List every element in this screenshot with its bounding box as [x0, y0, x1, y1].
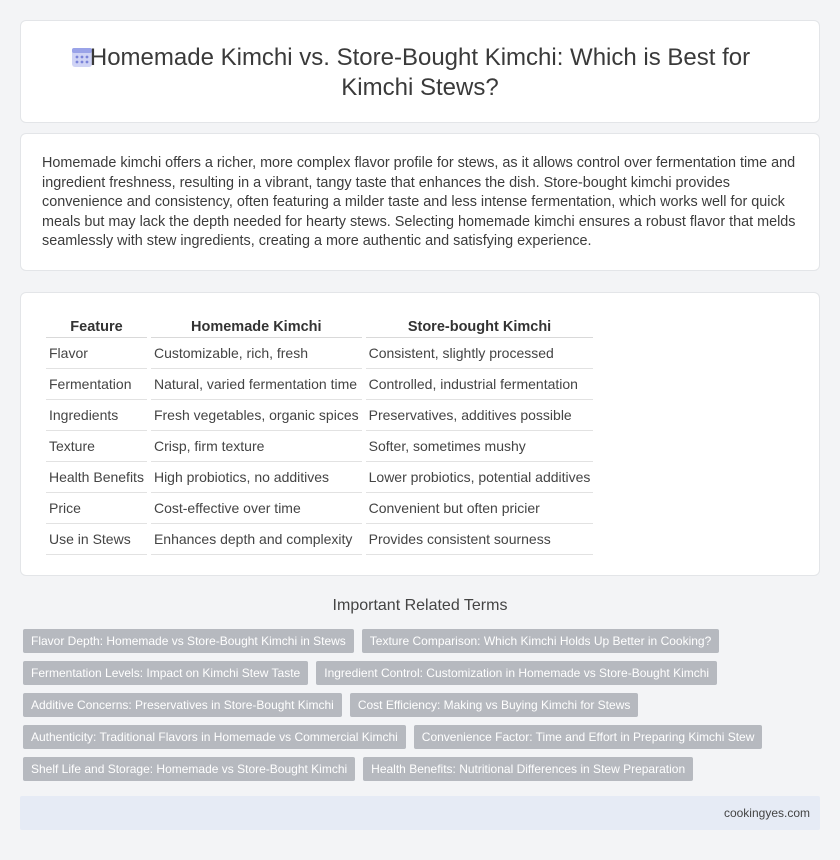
tag-row: [23, 725, 823, 757]
table-cell: Fresh vegetables, organic spices: [151, 400, 362, 431]
page-title: Homemade Kimchi vs. Store-Bought Kimchi: Which is Best for Kimchi Stews?: [89, 44, 751, 101]
table-row: [46, 369, 593, 400]
related-terms-list: [23, 629, 823, 789]
table-row: [46, 524, 593, 555]
related-term-tag[interactable]: Convenience Factor: Time and Effort in Preparing Kimchi Stew: [414, 725, 763, 749]
table-cell: Provides consistent sourness: [366, 524, 594, 555]
related-term-tag[interactable]: Additive Concerns: Preservatives in Store-Bought Kimchi: [23, 693, 342, 717]
related-term-tag[interactable]: Ingredient Control: Customization in Homemade vs Store-Bought Kimchi: [316, 661, 717, 685]
related-term-tag[interactable]: Health Benefits: Nutritional Differences in Stew Preparation: [363, 757, 693, 781]
table-cell: Flavor: [46, 338, 147, 369]
related-term-tag[interactable]: Cost Efficiency: Making vs Buying Kimchi for Stews: [350, 693, 639, 717]
title-card: [20, 20, 820, 123]
table-cell: Use in Stews: [46, 524, 147, 555]
related-term-tag[interactable]: Texture Comparison: Which Kimchi Holds Up Better in Cooking?: [362, 629, 719, 653]
footer-site-link[interactable]: cookingyes.com: [723, 806, 810, 820]
related-terms-heading: Important Related Terms: [332, 597, 508, 614]
header-homemade: Homemade Kimchi: [151, 315, 362, 338]
table-row: [46, 493, 593, 524]
tag-row: [23, 757, 823, 789]
comparison-table: [42, 315, 597, 555]
intro-card: [20, 133, 820, 271]
related-term-tag[interactable]: Fermentation Levels: Impact on Kimchi Stew Taste: [23, 661, 308, 685]
table-cell: Customizable, rich, fresh: [151, 338, 362, 369]
table-cell: Crisp, firm texture: [151, 431, 362, 462]
table-cell: Health Benefits: [46, 462, 147, 493]
table-cell: High probiotics, no additives: [151, 462, 362, 493]
related-term-tag[interactable]: Authenticity: Traditional Flavors in Homemade vs Commercial Kimchi: [23, 725, 406, 749]
table-header-row: [46, 315, 593, 338]
intro-paragraph: Homemade kimchi offers a richer, more complex flavor profile for stews, as it allows control over fermentation time and ingredient freshness, resulting in a vibrant, tangy taste that enhances the dish. Store-bought kimchi provides convenience and consistency, often featuring a milder taste and less intense fermentation, which works well for quick meals but may lack the depth needed for hearty stews. Selecting homemade kimchi ensures a robust flavor that melds seamlessly with stew ingredients, creating a more authentic and satisfying experience.: [42, 155, 796, 249]
comparison-card: [20, 292, 820, 576]
table-cell: Convenient but often pricier: [366, 493, 594, 524]
table-cell: Fermentation: [46, 369, 147, 400]
footer: [20, 796, 820, 830]
table-cell: Price: [46, 493, 147, 524]
table-cell: Softer, sometimes mushy: [366, 431, 594, 462]
table-cell: Natural, varied fermentation time: [151, 369, 362, 400]
table-cell: Texture: [46, 431, 147, 462]
table-cell: Consistent, slightly processed: [366, 338, 594, 369]
tag-row: [23, 661, 823, 693]
table-row: [46, 462, 593, 493]
related-term-tag[interactable]: Shelf Life and Storage: Homemade vs Store-Bought Kimchi: [23, 757, 355, 781]
table-cell: Cost-effective over time: [151, 493, 362, 524]
table-row: [46, 338, 593, 369]
tag-row: [23, 693, 823, 725]
header-store-bought: Store-bought Kimchi: [366, 315, 594, 338]
table-cell: Ingredients: [46, 400, 147, 431]
table-row: [46, 431, 593, 462]
table-cell: Preservatives, additives possible: [366, 400, 594, 431]
table-cell: Controlled, industrial fermentation: [366, 369, 594, 400]
header-feature: Feature: [46, 315, 147, 338]
table-row: [46, 400, 593, 431]
related-term-tag[interactable]: Flavor Depth: Homemade vs Store-Bought Kimchi in Stews: [23, 629, 354, 653]
table-cell: Lower probiotics, potential additives: [366, 462, 594, 493]
tag-row: [23, 629, 823, 661]
table-cell: Enhances depth and complexity: [151, 524, 362, 555]
